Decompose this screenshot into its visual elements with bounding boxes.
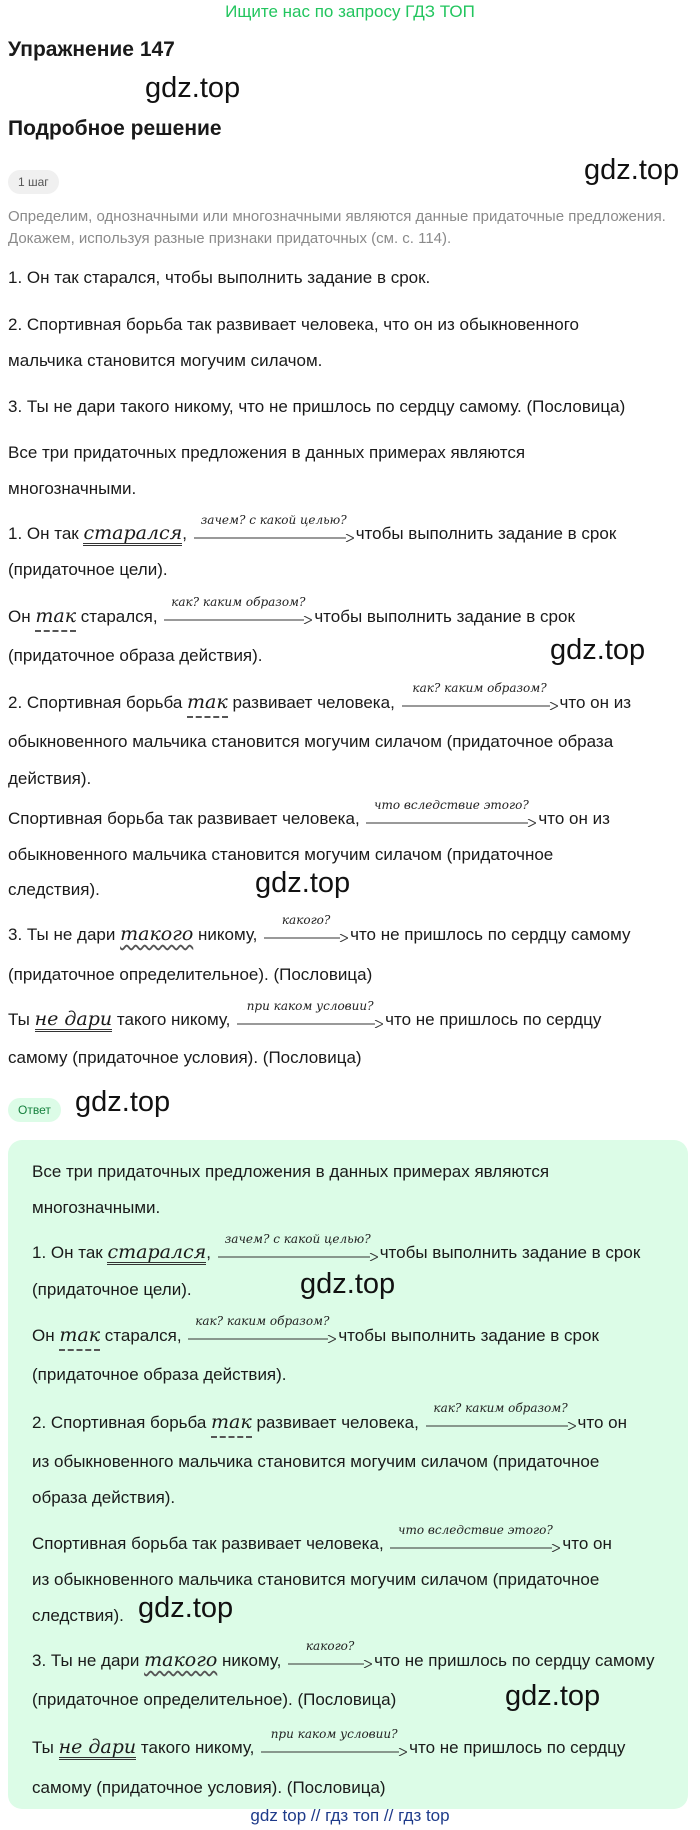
answer-4-cont: из обыкновенного мальчика становится могучим силачом (придаточное bbox=[32, 1570, 600, 1589]
analysis-5: 3. Ты не дари такого никому, какого? что не пришлось по сердцу самому bbox=[8, 913, 631, 945]
analysis-4-cont: обыкновенного мальчика становится могучим силачом (придаточное bbox=[8, 845, 554, 864]
watermark: gdz.top bbox=[584, 154, 680, 186]
analysis-1-cont: (придаточное цели). bbox=[8, 560, 168, 579]
predicate-word: старался bbox=[83, 522, 183, 544]
question-arrow: что вследствие этого? bbox=[366, 807, 536, 831]
answer-conclusion: Все три придаточных предложения в данных примерах являются bbox=[32, 1162, 550, 1181]
page-title: Упражнение 147 bbox=[8, 38, 175, 61]
question-arrow: что вследствие этого? bbox=[390, 1532, 560, 1556]
answer-4-cont2: следствия). bbox=[32, 1606, 124, 1625]
answer-1-cont: (придаточное цели). bbox=[32, 1280, 192, 1299]
watermark: gdz.top bbox=[505, 1680, 601, 1712]
answer-1: 1. Он так старался, зачем? с какой целью? чтобы выполнить задание в срок bbox=[32, 1232, 641, 1263]
sentence-1: 1. Он так старался, чтобы выполнить задание в срок. bbox=[8, 268, 431, 287]
answer-6: Ты не дари такого никому, при каком условии? что не пришлось по сердцу bbox=[32, 1727, 626, 1758]
answer-6-cont: самому (придаточное условия). (Пословица) bbox=[32, 1778, 386, 1797]
watermark: gdz.top bbox=[75, 1086, 171, 1118]
answer-3-cont: из обыкновенного мальчика становится могучим силачом (придаточное bbox=[32, 1452, 600, 1471]
predicate-word: старался bbox=[107, 1241, 207, 1263]
adverbial-word: так bbox=[59, 1324, 101, 1346]
analysis-3-cont: обыкновенного мальчика становится могучим силачом (придаточное образа bbox=[8, 732, 614, 751]
question-arrow: какого? bbox=[288, 1648, 372, 1672]
solution-heading: Подробное решение bbox=[8, 117, 222, 140]
sentence-3: 3. Ты не дари такого никому, что не пришлось по сердцу самому. (Пословица) bbox=[8, 397, 626, 416]
analysis-4: Спортивная борьба так развивает человека, что вследствие этого? что он из bbox=[8, 807, 610, 831]
question-arrow: как? каким образом? bbox=[164, 604, 312, 628]
question-arrow: какого? bbox=[264, 922, 348, 946]
sentence-2-cont: мальчика становится могучим силачом. bbox=[8, 351, 323, 370]
analysis-4-cont2: следствия). bbox=[8, 880, 100, 899]
attribute-word: такого bbox=[144, 1649, 218, 1671]
watermark: gdz.top bbox=[145, 72, 241, 104]
answer-badge: Ответ bbox=[8, 1098, 61, 1122]
analysis-2: Он так старался, как? каким образом? чтобы выполнить задание в срок bbox=[8, 595, 575, 627]
answer-3: 2. Спортивная борьба так развивает человека, как? каким образом? что он bbox=[32, 1401, 628, 1433]
question-arrow: при каком условии? bbox=[261, 1736, 407, 1760]
conclusion-cont: многозначными. bbox=[8, 479, 137, 498]
answer-2: Он так старался, как? каким образом? чтобы выполнить задание в срок bbox=[32, 1314, 599, 1346]
predicate-word: не дари bbox=[58, 1736, 137, 1758]
watermark: gdz.top bbox=[550, 634, 646, 666]
watermark: gdz.top bbox=[255, 867, 351, 899]
watermark: gdz.top bbox=[138, 1592, 234, 1624]
answer-5-cont: (придаточное определительное). (Пословица) bbox=[32, 1690, 397, 1709]
analysis-6-cont: самому (придаточное условия). (Пословица) bbox=[8, 1048, 362, 1067]
adverbial-word: так bbox=[35, 605, 77, 627]
analysis-2-cont: (придаточное образа действия). bbox=[8, 646, 263, 665]
step-badge: 1 шаг bbox=[8, 170, 59, 194]
question-arrow: как? каким образом? bbox=[426, 1410, 576, 1434]
answer-2-cont: (придаточное образа действия). bbox=[32, 1365, 287, 1384]
adverbial-word: так bbox=[187, 691, 228, 713]
question-arrow: зачем? с какой целью? bbox=[194, 522, 354, 546]
adverbial-word: так bbox=[211, 1411, 252, 1433]
intro-text: Определим, однозначными или многозначными являются данные придаточные предложения. Докажем, используя разные признаки придаточных (см. с. 114). bbox=[8, 208, 666, 247]
search-banner[interactable]: Ищите нас по запросу ГДЗ ТОП bbox=[225, 2, 475, 21]
attribute-word: такого bbox=[120, 923, 194, 945]
analysis-5-cont: (придаточное определительное). (Пословица) bbox=[8, 965, 373, 984]
answer-3-cont2: образа действия). bbox=[32, 1488, 176, 1507]
answer-5: 3. Ты не дари такого никому, какого? что не пришлось по сердцу самому bbox=[32, 1639, 655, 1671]
analysis-3-cont2: действия). bbox=[8, 769, 92, 788]
watermark: gdz.top bbox=[300, 1268, 396, 1300]
analysis-1: 1. Он так старался, зачем? с какой целью? чтобы выполнить задание в срок bbox=[8, 513, 617, 544]
answer-conclusion-cont: многозначными. bbox=[32, 1198, 161, 1217]
question-arrow: зачем? с какой целью? bbox=[218, 1241, 378, 1265]
sentence-2: 2. Спортивная борьба так развивает человека, что он из обыкновенного bbox=[8, 315, 580, 334]
answer-4: Спортивная борьба так развивает человека, что вследствие этого? что он bbox=[32, 1532, 612, 1556]
question-arrow: при каком условии? bbox=[237, 1008, 383, 1032]
analysis-3: 2. Спортивная борьба так развивает человека, как? каким образом? что он из bbox=[8, 681, 632, 713]
conclusion: Все три придаточных предложения в данных примерах являются bbox=[8, 443, 526, 462]
footer-links[interactable]: gdz top // гдз топ // гдз top bbox=[250, 1806, 450, 1825]
analysis-6: Ты не дари такого никому, при каком условии? что не пришлось по сердцу bbox=[8, 999, 602, 1030]
predicate-word: не дари bbox=[34, 1008, 113, 1030]
question-arrow: как? каким образом? bbox=[188, 1323, 336, 1347]
question-arrow: как? каким образом? bbox=[402, 690, 558, 714]
